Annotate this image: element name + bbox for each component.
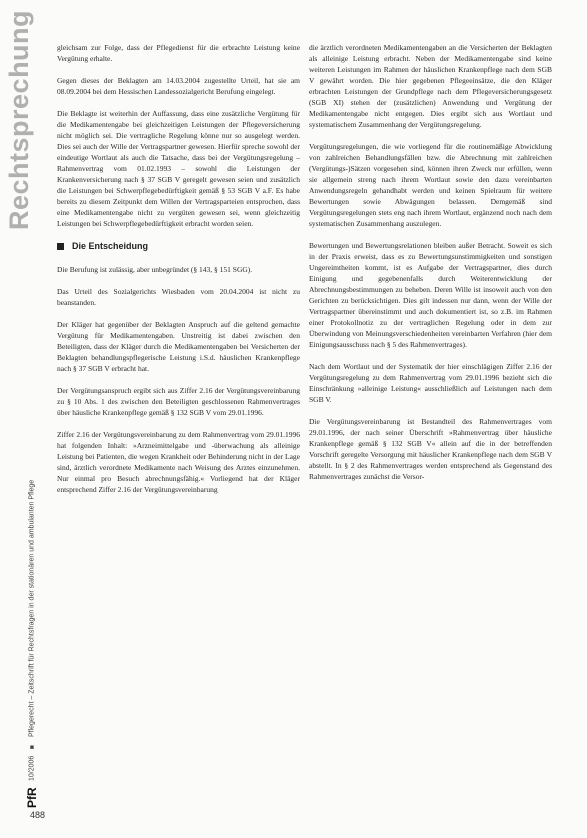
square-bullet-icon [57,243,64,250]
page-sidebar [0,0,50,838]
paragraph: die ärztlich verordneten Medikamentengaben an die Versicherten der Beklagten als alleinige Leistung erbracht. Neben der Medikamentengabe sind keine weiteren Leistungen im Rahmen der häuslichen Krankenpflege nach dem SGB V gewährt worden. Die hier gegebenen Pflegeeinsätze, die den Kläger erbrachten Leistungen der Grundpflege nach dem Pflegeversicherungsgesetz (SGB XI) stehen der (zusätzlichen) Anwendung und Vergütung der Medikamentengabe nicht entgegen. Dies ergibt sich aus Wortlaut und systematischem Zusammenhang der Vergütungsregelung. [309,43,552,129]
paragraph: Vergütungsregelungen, die wie vorliegend für die routinemäßige Abwicklung von zahlreichen Behandlungsfällen bzw. die Abrechnung mit zahlreichen (Vergütungs-)Sätzen vorgesehen sind, können ihren Zweck nur erfüllen, wenn sie allgemein streng nach ihrem Wortlaut sowie den dazu vereinbarten Anwendungsregeln gehandhabt werden und keinen Spielraum für weitere Bewertungen sowie Abwägungen belassen. Demgemäß sind Vergütungsregelungen stets eng nach ihrem Wortlaut, ergänzend noch nach dem systematischen Zusammenhang auszulegen. [309,142,552,228]
section-heading [57,241,300,252]
paragraph: Nach dem Wortlaut und der Systematik der hier einschlägigen Ziffer 2.16 der Vergütungsregelung zu dem Rahmenvertrag vom 29.01.1996 bezieht sich die Einschränkung »alleinige Leistung« ausschließlich auf Leistungen nach dem SGB V. [309,362,552,404]
journal-name: Pflegerecht – Zeitschrift für Rechtsfragen in der stationären und ambulanten Pflege [28,479,36,738]
journal-issue: 10/2006 [28,756,36,782]
right-column [309,42,552,493]
left-column [57,42,300,506]
journal-footer [24,470,40,808]
paragraph: Der Vergütungsanspruch ergibt sich aus Ziffer 2.16 der Vergütungsvereinbarung zu § 10 Abs. 1 des zwischen den Beteiligten geschlossenen Rahmenvertrages über häusliche Krankenpflege gemäß § 132 SGB V vom 29.01.1996. [57,386,300,417]
paragraph: Die Berufung ist zulässig, aber unbegründet (§ 143, § 151 SGG). [57,265,253,274]
section-heading-label: Die Entscheidung [72,241,149,251]
journal-logo: PfR [25,787,39,808]
paragraph: Die Vergütungsvereinbarung ist Bestandteil des Rahmenvertrages vom 29.01.1996, der nach seiner Überschrift »Rahmenvertrag über häusliche Krankenpflege gemäß § 132 SGB V« allein auf die in der betreffenden Vorschrift geregelte Versorgung mit häuslicher Krankenpflege nach dem SGB V abstellt. In § 2 des Rahmenvertrages werden entsprechend als Gegenstand des Rahmenvertrages zunächst die Versor- [309,417,552,481]
paragraph: Die Beklagte ist weiterhin der Auffassung, dass eine zusätzliche Vergütung für die Medikamentengabe bei gleichzeitigen Leistungen der Pflegeversicherung nicht möglich sei. Die vertragliche Regelung könne nur so ausgelegt werden. Dies sei auch der Wille der Vertragspartner gewesen. Hierfür spreche sowohl der eindeutige Wortlaut als auch die Tatsache, dass bei der Vergütungsregelung – Rahmenvertrag vom 01.02.1993 – sowohl die Leistungen der Krankenversicherung nach § 37 SGB V geregelt gewesen seien und zusätzlich die Leistungen bei Schwerpflegebedürftigkeit gemäß § 53 SGB V a.F. Es habe bereits zu diesem Zeitpunkt dem Willen der Vertragsparteien entsprochen, dass eine Medikamentengabe nicht zu vergüten gewesen sei, wenn gleichzeitig Leistungen bei Schwerpflegebedürftigkeit erbracht worden seien. [57,109,300,228]
square-bullet-icon: ■ [28,743,36,751]
paragraph: Ziffer 2.16 der Vergütungsvereinbarung zu dem Rahmenvertrag vom 29.01.1996 hat folgenden Inhalt: »Arzneimittelgabe und -überwachung als alleinige Leistung bei Patienten, die wegen Krankheit oder Behinderung nicht in der Lage sind, ärztlich verordnete Medikamente nach Weisung des Arztes einzunehmen. Nur einmal pro Besuch abrechnungsfähig.« Vorliegend hat der Kläger entsprechend Ziffer 2.16 der Vergütungsvereinbarung [57,430,300,494]
paragraph: Das Urteil des Sozialgerichts Wiesbaden vom 20.04.2004 ist nicht zu beanstanden. [57,287,300,307]
paragraph: gleichsam zur Folge, dass der Pflegedienst für die erbrachte Leistung keine Vergütung erhalte. [57,43,300,63]
paragraph: Gegen dieses der Beklagten am 14.03.2004 zugestellte Urteil, hat sie am 08.09.2004 bei dem Hessischen Landessozialgericht Berufung eingelegt. [57,76,300,96]
section-title: Rechtsprechung [4,9,34,230]
page-number: 488 [30,810,46,820]
paragraph: Bewertungen und Bewertungsrelationen bleiben außer Betracht. Soweit es sich in der Praxis erweist, dass es zu Bewertungsunstimmigkeiten und sonstigen Ungereimtheiten kommt, ist es Aufgabe der Vertragspartner, dies durch Einigung und gegebenenfalls durch Weiterentwicklung der Abrechnungsbestimmungen zu beheben. Deren Wille ist insoweit auch von den Gerichten zu berücksichtigen. Dies gilt indessen nur dann, wenn der Wille der Vertragspartner übereinstimmt und auch dokumentiert ist, so z.B. im Rahmen einer Protokollnotiz zu der vertraglichen Regelung oder in dem zur Überwindung von Meinungsverschiedenheiten vereinbarten Verfahren (hier dem Einigungsausschuss nach § 5 des Rahmenvertrages). [309,241,552,349]
paragraph: Der Kläger hat gegenüber der Beklagten Anspruch auf die geltend gemachte Vergütung für Medikamentengaben. Unstreitig ist dabei zwischen den Beteiligten, dass der Kläger durch die Medikamentengaben bei Versicherten der Beklagten behandlungspflegerische Leistung i.S.d. häuslichen Krankenpflege nach § 37 SGB V erbracht hat. [57,320,300,373]
